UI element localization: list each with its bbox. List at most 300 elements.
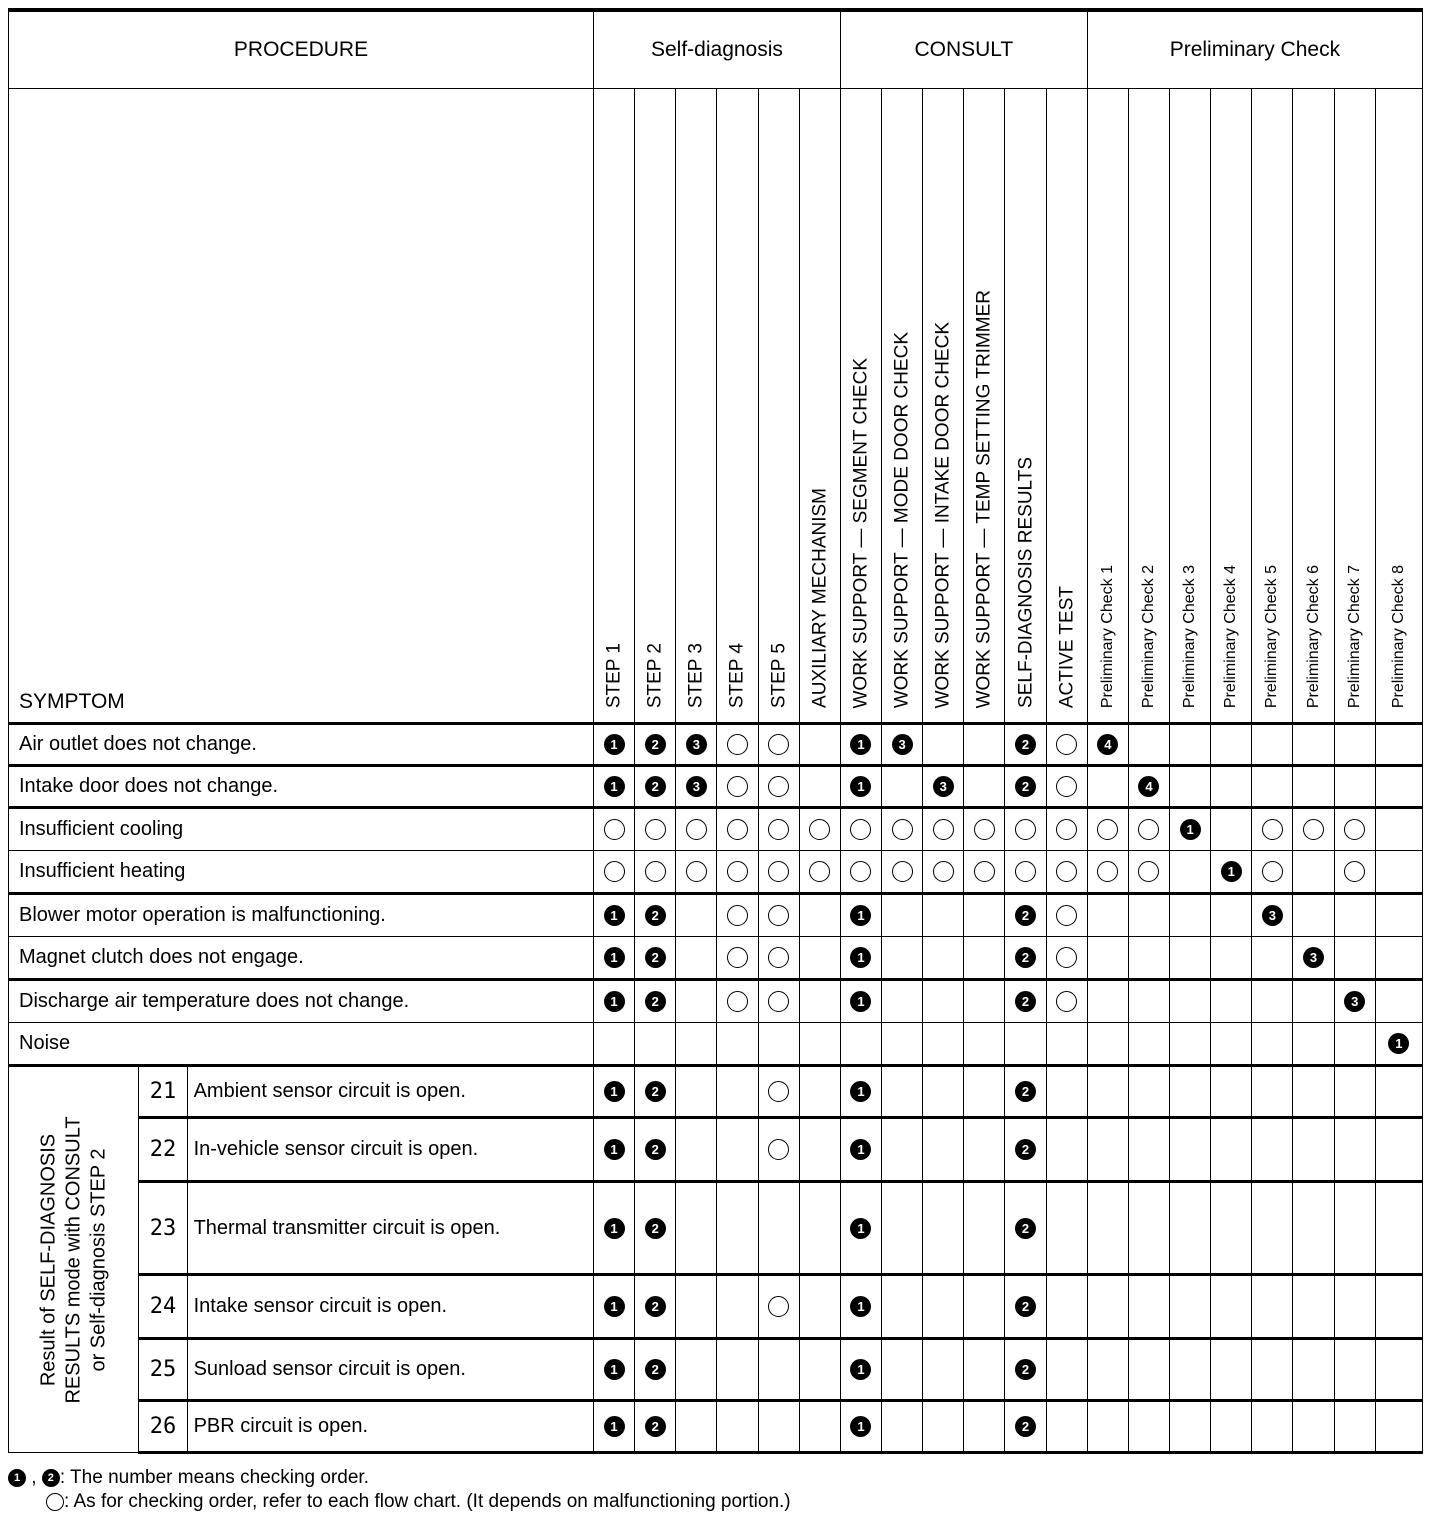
matrix-cell bbox=[1005, 808, 1046, 851]
column-header-label: Preliminary Check 3 bbox=[1181, 564, 1199, 708]
matrix-cell bbox=[1375, 980, 1422, 1023]
matrix-cell bbox=[717, 808, 758, 851]
open-circle-icon bbox=[645, 861, 666, 882]
matrix-cell bbox=[923, 980, 964, 1023]
matrix-cell bbox=[964, 1066, 1005, 1118]
matrix-cell bbox=[758, 1339, 799, 1401]
open-circle-icon bbox=[604, 861, 625, 882]
self-diagnosis-row bbox=[9, 1182, 1423, 1275]
matrix-cell bbox=[717, 766, 758, 808]
matrix-cell bbox=[593, 1066, 634, 1118]
filled-circle-2-icon: 2 bbox=[1015, 1081, 1036, 1102]
matrix-cell bbox=[1005, 980, 1046, 1023]
matrix-cell bbox=[1170, 808, 1211, 851]
matrix-cell bbox=[882, 894, 923, 937]
matrix-cell bbox=[1211, 1066, 1252, 1118]
matrix-cell bbox=[964, 894, 1005, 937]
matrix-cell bbox=[717, 1118, 758, 1182]
matrix-cell bbox=[676, 937, 717, 980]
matrix-cell bbox=[1293, 1275, 1334, 1339]
self-diagnosis-row bbox=[9, 1339, 1423, 1401]
open-circle-icon bbox=[46, 1493, 64, 1511]
matrix-cell bbox=[635, 724, 676, 766]
matrix-cell bbox=[758, 1401, 799, 1453]
open-circle-icon bbox=[727, 819, 748, 840]
matrix-cell bbox=[799, 980, 840, 1023]
matrix-cell bbox=[1334, 937, 1375, 980]
column-header bbox=[1252, 89, 1293, 724]
matrix-cell bbox=[799, 1275, 840, 1339]
matrix-cell bbox=[840, 1339, 881, 1401]
column-header bbox=[799, 89, 840, 724]
open-circle-icon bbox=[768, 991, 789, 1012]
column-header-label: AUXILIARY MECHANISM bbox=[809, 488, 831, 708]
filled-circle-1-icon: 1 bbox=[850, 1296, 871, 1317]
open-circle-icon bbox=[645, 819, 666, 840]
matrix-cell bbox=[758, 1118, 799, 1182]
diagnosis-description: In-vehicle sensor circuit is open. bbox=[187, 1118, 593, 1182]
open-circle-icon bbox=[1015, 819, 1036, 840]
legend-order-text: : The number means checking order. bbox=[59, 1467, 369, 1488]
matrix-cell bbox=[1128, 724, 1169, 766]
open-circle-icon bbox=[686, 861, 707, 882]
matrix-cell bbox=[1170, 851, 1211, 894]
filled-circle-1-icon: 1 bbox=[850, 734, 871, 755]
matrix-cell bbox=[1334, 724, 1375, 766]
column-header-label: Preliminary Check 5 bbox=[1263, 564, 1281, 708]
symptom-row bbox=[9, 851, 1423, 894]
matrix-cell bbox=[799, 808, 840, 851]
matrix-cell bbox=[1252, 1118, 1293, 1182]
filled-circle-2-icon: 2 bbox=[645, 1139, 666, 1160]
matrix-cell bbox=[1005, 724, 1046, 766]
matrix-cell bbox=[1375, 1339, 1422, 1401]
column-header-label: STEP 5 bbox=[768, 642, 790, 708]
matrix-cell bbox=[882, 1339, 923, 1401]
filled-circle-2-icon: 2 bbox=[645, 947, 666, 968]
matrix-cell bbox=[882, 766, 923, 808]
filled-circle-2-icon: 2 bbox=[645, 1081, 666, 1102]
matrix-cell bbox=[1005, 1339, 1046, 1401]
column-header bbox=[1005, 89, 1046, 724]
open-circle-icon bbox=[1056, 776, 1077, 797]
matrix-cell bbox=[923, 1118, 964, 1182]
matrix-cell bbox=[676, 766, 717, 808]
matrix-cell bbox=[1087, 937, 1128, 980]
column-header bbox=[882, 89, 923, 724]
matrix-cell bbox=[1252, 937, 1293, 980]
matrix-cell bbox=[758, 980, 799, 1023]
matrix-cell bbox=[593, 1023, 634, 1066]
filled-circle-1-icon: 1 bbox=[604, 1296, 625, 1317]
matrix-cell bbox=[1211, 1118, 1252, 1182]
matrix-cell bbox=[676, 724, 717, 766]
matrix-cell bbox=[840, 851, 881, 894]
matrix-cell bbox=[676, 1118, 717, 1182]
matrix-cell bbox=[1128, 766, 1169, 808]
filled-circle-1-icon: 1 bbox=[850, 991, 871, 1012]
matrix-cell bbox=[1046, 1118, 1087, 1182]
matrix-cell bbox=[1128, 1118, 1169, 1182]
open-circle-icon bbox=[1056, 991, 1077, 1012]
symptom-header: SYMPTOM bbox=[9, 89, 594, 724]
matrix-cell bbox=[1005, 1182, 1046, 1275]
open-circle-icon bbox=[1056, 861, 1077, 882]
symptom-row bbox=[9, 766, 1423, 808]
open-circle-icon bbox=[809, 861, 830, 882]
column-header bbox=[1046, 89, 1087, 724]
matrix-cell bbox=[799, 1066, 840, 1118]
matrix-cell bbox=[635, 1339, 676, 1401]
matrix-cell bbox=[1128, 851, 1169, 894]
matrix-cell bbox=[964, 1401, 1005, 1453]
matrix-cell bbox=[1046, 980, 1087, 1023]
filled-circle-4-icon: 4 bbox=[1138, 776, 1159, 797]
matrix-cell bbox=[882, 1118, 923, 1182]
matrix-cell bbox=[758, 1066, 799, 1118]
matrix-cell bbox=[676, 1275, 717, 1339]
open-circle-icon bbox=[768, 1081, 789, 1102]
column-header bbox=[1087, 89, 1128, 724]
open-circle-icon bbox=[933, 819, 954, 840]
matrix-cell bbox=[923, 1401, 964, 1453]
filled-circle-1-icon: 1 bbox=[604, 776, 625, 797]
matrix-cell bbox=[1046, 808, 1087, 851]
diagnosis-description: Sunload sensor circuit is open. bbox=[187, 1339, 593, 1401]
matrix-cell bbox=[1087, 724, 1128, 766]
filled-circle-3-icon: 3 bbox=[892, 734, 913, 755]
column-header-label: WORK SUPPORT — MODE DOOR CHECK bbox=[891, 331, 913, 708]
open-circle-icon bbox=[727, 776, 748, 797]
open-circle-icon bbox=[727, 734, 748, 755]
matrix-cell bbox=[1128, 1275, 1169, 1339]
matrix-cell bbox=[923, 894, 964, 937]
matrix-cell bbox=[635, 808, 676, 851]
matrix-cell bbox=[1170, 1023, 1211, 1066]
symptom-label: Blower motor operation is malfunctioning. bbox=[9, 894, 594, 937]
matrix-cell bbox=[717, 1023, 758, 1066]
matrix-cell bbox=[593, 1339, 634, 1401]
matrix-cell bbox=[1211, 937, 1252, 980]
matrix-cell bbox=[1375, 937, 1422, 980]
matrix-cell bbox=[1252, 766, 1293, 808]
column-header-label: STEP 1 bbox=[603, 642, 625, 708]
matrix-cell bbox=[1046, 1401, 1087, 1453]
matrix-cell bbox=[635, 1118, 676, 1182]
filled-circle-2-icon: 2 bbox=[645, 991, 666, 1012]
filled-circle-3-icon: 3 bbox=[1344, 991, 1365, 1012]
matrix-cell bbox=[635, 766, 676, 808]
filled-circle-2-icon: 2 bbox=[645, 1416, 666, 1437]
filled-circle-1-icon: 1 bbox=[604, 1218, 625, 1239]
open-circle-icon bbox=[850, 861, 871, 882]
symptom-row bbox=[9, 808, 1423, 851]
procedure-header: PROCEDURE bbox=[9, 10, 594, 89]
matrix-cell bbox=[1128, 894, 1169, 937]
group-header-preliminary-check: Preliminary Check bbox=[1087, 10, 1422, 89]
matrix-cell bbox=[1293, 851, 1334, 894]
filled-circle-1-icon: 1 bbox=[8, 1469, 26, 1487]
self-diagnosis-row bbox=[9, 1118, 1423, 1182]
matrix-cell bbox=[593, 937, 634, 980]
matrix-cell bbox=[676, 1182, 717, 1275]
matrix-cell bbox=[923, 937, 964, 980]
matrix-cell bbox=[1375, 766, 1422, 808]
matrix-cell bbox=[799, 766, 840, 808]
filled-circle-2-icon: 2 bbox=[1015, 1139, 1036, 1160]
filled-circle-1-icon: 1 bbox=[850, 776, 871, 797]
matrix-cell bbox=[593, 724, 634, 766]
matrix-cell bbox=[1211, 1023, 1252, 1066]
matrix-cell bbox=[1211, 808, 1252, 851]
matrix-cell bbox=[799, 851, 840, 894]
matrix-cell bbox=[1128, 1182, 1169, 1275]
diagnosis-description: PBR circuit is open. bbox=[187, 1401, 593, 1453]
filled-circle-1-icon: 1 bbox=[1221, 861, 1242, 882]
matrix-cell bbox=[1046, 851, 1087, 894]
matrix-cell bbox=[676, 1023, 717, 1066]
side-label-line: Result of SELF-DIAGNOSIS bbox=[37, 1133, 60, 1386]
matrix-cell bbox=[799, 894, 840, 937]
open-circle-icon bbox=[809, 819, 830, 840]
symptom-label: Air outlet does not change. bbox=[9, 724, 594, 766]
matrix-cell bbox=[882, 1182, 923, 1275]
matrix-cell bbox=[923, 1182, 964, 1275]
matrix-cell bbox=[1252, 851, 1293, 894]
matrix-cell bbox=[1252, 894, 1293, 937]
matrix-cell bbox=[1005, 937, 1046, 980]
filled-circle-1-icon: 1 bbox=[604, 1081, 625, 1102]
matrix-cell bbox=[1293, 937, 1334, 980]
matrix-cell bbox=[799, 1023, 840, 1066]
matrix-cell bbox=[676, 1401, 717, 1453]
side-label-line: or Self-diagnosis STEP 2 bbox=[87, 1147, 110, 1372]
matrix-cell bbox=[1087, 1066, 1128, 1118]
filled-circle-2-icon: 2 bbox=[645, 734, 666, 755]
diagnosis-code: 23 bbox=[139, 1182, 187, 1275]
matrix-cell bbox=[717, 937, 758, 980]
matrix-cell bbox=[717, 1066, 758, 1118]
column-header bbox=[840, 89, 881, 724]
column-header bbox=[635, 89, 676, 724]
diagnosis-description: Thermal transmitter circuit is open. bbox=[187, 1182, 593, 1275]
matrix-cell bbox=[1334, 980, 1375, 1023]
matrix-cell bbox=[1334, 1275, 1375, 1339]
matrix-cell bbox=[1293, 1182, 1334, 1275]
open-circle-icon bbox=[1056, 819, 1077, 840]
filled-circle-1-icon: 1 bbox=[604, 1139, 625, 1160]
matrix-cell bbox=[840, 1118, 881, 1182]
filled-circle-2-icon: 2 bbox=[645, 1296, 666, 1317]
matrix-cell bbox=[635, 980, 676, 1023]
matrix-cell bbox=[964, 1118, 1005, 1182]
matrix-cell bbox=[717, 1401, 758, 1453]
matrix-cell bbox=[1334, 1066, 1375, 1118]
filled-circle-1-icon: 1 bbox=[850, 1081, 871, 1102]
matrix-cell bbox=[1046, 724, 1087, 766]
column-header-label: STEP 2 bbox=[644, 642, 666, 708]
matrix-cell bbox=[593, 1275, 634, 1339]
matrix-cell bbox=[799, 1182, 840, 1275]
diagnosis-code: 24 bbox=[139, 1275, 187, 1339]
matrix-cell bbox=[1170, 1066, 1211, 1118]
symptom-label: Intake door does not change. bbox=[9, 766, 594, 808]
matrix-cell bbox=[593, 808, 634, 851]
matrix-cell bbox=[1128, 937, 1169, 980]
open-circle-icon bbox=[1138, 861, 1159, 882]
open-circle-icon bbox=[1097, 819, 1118, 840]
matrix-cell bbox=[1046, 1339, 1087, 1401]
open-circle-icon bbox=[686, 819, 707, 840]
legend-line-flowchart bbox=[8, 1490, 791, 1514]
matrix-cell bbox=[1211, 1182, 1252, 1275]
self-diagnosis-side-label bbox=[9, 1066, 139, 1453]
symptom-row bbox=[9, 937, 1423, 980]
open-circle-icon bbox=[727, 861, 748, 882]
matrix-cell bbox=[799, 1401, 840, 1453]
matrix-cell bbox=[1170, 1401, 1211, 1453]
matrix-cell bbox=[840, 937, 881, 980]
matrix-cell bbox=[1252, 1182, 1293, 1275]
matrix-cell bbox=[593, 851, 634, 894]
matrix-cell bbox=[717, 724, 758, 766]
matrix-cell bbox=[1128, 1339, 1169, 1401]
matrix-cell bbox=[840, 1275, 881, 1339]
matrix-cell bbox=[923, 1339, 964, 1401]
matrix-cell bbox=[1211, 894, 1252, 937]
matrix-cell bbox=[923, 1066, 964, 1118]
matrix-cell bbox=[717, 1275, 758, 1339]
diagnosis-code: 25 bbox=[139, 1339, 187, 1401]
column-header-label: WORK SUPPORT — SEGMENT CHECK bbox=[850, 357, 872, 708]
matrix-cell bbox=[593, 1401, 634, 1453]
open-circle-icon bbox=[768, 1296, 789, 1317]
column-header bbox=[717, 89, 758, 724]
matrix-cell bbox=[1211, 980, 1252, 1023]
filled-circle-1-icon: 1 bbox=[850, 947, 871, 968]
filled-circle-3-icon: 3 bbox=[686, 734, 707, 755]
filled-circle-3-icon: 3 bbox=[933, 776, 954, 797]
matrix-cell bbox=[1046, 937, 1087, 980]
symptom-row bbox=[9, 724, 1423, 766]
matrix-cell bbox=[923, 851, 964, 894]
matrix-cell bbox=[1293, 808, 1334, 851]
filled-circle-1-icon: 1 bbox=[850, 1139, 871, 1160]
symptom-row bbox=[9, 894, 1423, 937]
diagnosis-code: 22 bbox=[139, 1118, 187, 1182]
filled-circle-2-icon: 2 bbox=[42, 1469, 60, 1487]
open-circle-icon bbox=[1262, 861, 1283, 882]
matrix-cell bbox=[1211, 1401, 1252, 1453]
open-circle-icon bbox=[727, 991, 748, 1012]
matrix-cell bbox=[717, 851, 758, 894]
matrix-cell bbox=[923, 1275, 964, 1339]
matrix-cell bbox=[1293, 980, 1334, 1023]
matrix-cell bbox=[1293, 1023, 1334, 1066]
matrix-cell bbox=[799, 1339, 840, 1401]
matrix-cell bbox=[1375, 1401, 1422, 1453]
diagnosis-code: 21 bbox=[139, 1066, 187, 1118]
open-circle-icon bbox=[1056, 734, 1077, 755]
filled-circle-2-icon: 2 bbox=[1015, 947, 1036, 968]
matrix-cell bbox=[882, 937, 923, 980]
matrix-cell bbox=[758, 851, 799, 894]
matrix-cell bbox=[758, 1275, 799, 1339]
matrix-cell bbox=[1170, 766, 1211, 808]
matrix-cell bbox=[1170, 1118, 1211, 1182]
column-header-label: WORK SUPPORT — TEMP SETTING TRIMMER bbox=[973, 289, 995, 708]
matrix-cell bbox=[840, 724, 881, 766]
matrix-cell bbox=[593, 894, 634, 937]
filled-circle-2-icon: 2 bbox=[645, 1218, 666, 1239]
matrix-cell bbox=[1375, 724, 1422, 766]
open-circle-icon bbox=[1138, 819, 1159, 840]
matrix-cell bbox=[1005, 1275, 1046, 1339]
matrix-cell bbox=[758, 1182, 799, 1275]
matrix-cell bbox=[1170, 1275, 1211, 1339]
filled-circle-2-icon: 2 bbox=[1015, 1359, 1036, 1380]
legend-line-order bbox=[8, 1466, 791, 1490]
matrix-cell bbox=[1211, 1275, 1252, 1339]
open-circle-icon bbox=[768, 947, 789, 968]
matrix-cell bbox=[635, 1275, 676, 1339]
open-circle-icon bbox=[1097, 861, 1118, 882]
matrix-cell bbox=[1211, 1339, 1252, 1401]
filled-circle-1-icon: 1 bbox=[604, 947, 625, 968]
open-circle-icon bbox=[768, 734, 789, 755]
matrix-cell bbox=[593, 1118, 634, 1182]
matrix-cell bbox=[840, 1023, 881, 1066]
matrix-cell bbox=[1005, 766, 1046, 808]
column-header-label: STEP 3 bbox=[685, 642, 707, 708]
side-label-line: RESULTS mode with CONSULT bbox=[62, 1115, 85, 1404]
matrix-cell bbox=[840, 808, 881, 851]
filled-circle-1-icon: 1 bbox=[1180, 819, 1201, 840]
open-circle-icon bbox=[727, 905, 748, 926]
column-header-label: SELF-DIAGNOSIS RESULTS bbox=[1015, 457, 1037, 708]
matrix-cell bbox=[1046, 1066, 1087, 1118]
matrix-cell bbox=[717, 1339, 758, 1401]
matrix-cell bbox=[1252, 1066, 1293, 1118]
column-header bbox=[964, 89, 1005, 724]
self-diagnosis-row bbox=[9, 1401, 1423, 1453]
column-header bbox=[1293, 89, 1334, 724]
open-circle-icon bbox=[768, 776, 789, 797]
filled-circle-2-icon: 2 bbox=[1015, 776, 1036, 797]
matrix-cell bbox=[964, 808, 1005, 851]
symptom-row bbox=[9, 980, 1423, 1023]
matrix-cell bbox=[840, 1182, 881, 1275]
matrix-cell bbox=[1252, 1339, 1293, 1401]
filled-circle-2-icon: 2 bbox=[645, 905, 666, 926]
matrix-cell bbox=[1087, 1339, 1128, 1401]
matrix-cell bbox=[964, 937, 1005, 980]
matrix-cell bbox=[1087, 1275, 1128, 1339]
matrix-cell bbox=[882, 1023, 923, 1066]
matrix-cell bbox=[1334, 894, 1375, 937]
matrix-cell bbox=[758, 808, 799, 851]
matrix-cell bbox=[1252, 980, 1293, 1023]
open-circle-icon bbox=[768, 861, 789, 882]
filled-circle-1-icon: 1 bbox=[604, 734, 625, 755]
matrix-cell bbox=[1375, 1023, 1422, 1066]
matrix-cell bbox=[1005, 851, 1046, 894]
matrix-cell bbox=[1046, 1182, 1087, 1275]
filled-circle-1-icon: 1 bbox=[604, 1416, 625, 1437]
matrix-cell bbox=[758, 894, 799, 937]
symptom-row bbox=[9, 1023, 1423, 1066]
open-circle-icon bbox=[1262, 819, 1283, 840]
